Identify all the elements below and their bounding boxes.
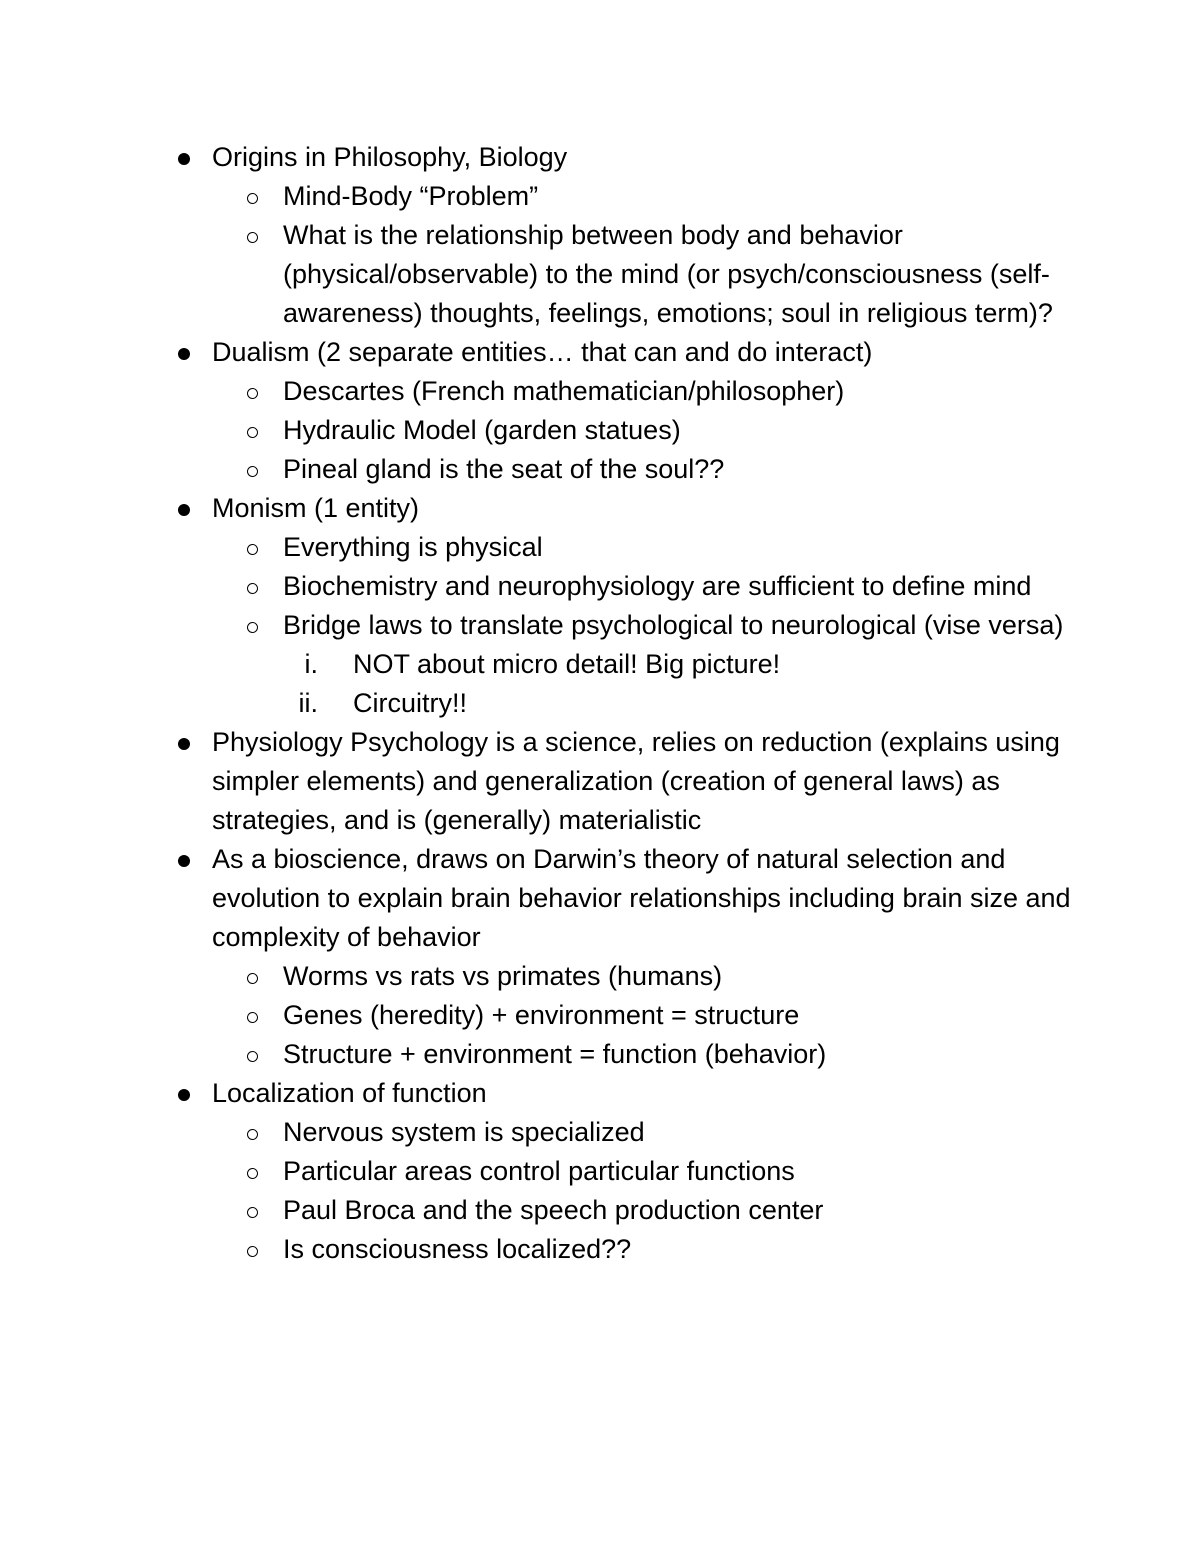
bullet-item [176,840,1076,957]
numbered-sub-item [176,684,1076,723]
sub-bullet-item [176,1230,1076,1269]
hollow-bullet-icon [247,996,258,1037]
item-text: Is consciousness localized?? [283,1234,632,1264]
hollow-bullet-icon [247,567,258,608]
hollow-bullet-icon [247,450,258,491]
sub-bullet-item [176,177,1076,216]
hollow-bullet-icon [247,372,258,413]
hollow-bullet-icon [247,606,258,647]
filled-bullet-icon [178,840,190,881]
item-text: Genes (heredity) + environment = structure [283,1000,800,1030]
notes-list [176,138,1076,1269]
item-text: NOT about micro detail! Big picture! [353,649,781,679]
filled-bullet-icon [178,723,190,764]
hollow-bullet-icon [247,1152,258,1193]
sub-bullet-item [176,567,1076,606]
sub-bullet-item [176,372,1076,411]
list-marker: ii. [298,688,318,718]
item-text: Biochemistry and neurophysiology are sufficient to define mind [283,571,1032,601]
sub-bullet-item [176,450,1076,489]
sub-bullet-item [176,606,1076,645]
filled-bullet-icon [178,333,190,374]
item-text: Nervous system is specialized [283,1117,645,1147]
item-text: As a bioscience, draws on Darwin’s theory of natural selection and evolution to explain brain behavior relationships including brain size and complexity of behavior [212,844,1071,952]
hollow-bullet-icon [247,411,258,452]
filled-bullet-icon [178,489,190,530]
item-text: Paul Broca and the speech production center [283,1195,824,1225]
item-text: Hydraulic Model (garden statues) [283,415,681,445]
sub-bullet-item [176,1035,1076,1074]
item-text: Physiology Psychology is a science, relies on reduction (explains using simpler elements) and generalization (creation of general laws) as strategies, and is (generally) materialistic [212,727,1060,835]
sub-bullet-item [176,528,1076,567]
numbered-sub-item [176,645,1076,684]
item-text: Bridge laws to translate psychological to neurological (vise versa) [283,610,1064,640]
item-text: Mind-Body “Problem” [283,181,539,211]
bullet-item [176,1074,1076,1113]
hollow-bullet-icon [247,1191,258,1232]
item-text: Worms vs rats vs primates (humans) [283,961,723,991]
bullet-item [176,138,1076,177]
item-text: Everything is physical [283,532,543,562]
filled-bullet-icon [178,1074,190,1115]
hollow-bullet-icon [247,1035,258,1076]
sub-bullet-item [176,411,1076,450]
item-text: Origins in Philosophy, Biology [212,142,568,172]
filled-bullet-icon [178,138,190,179]
item-text: Pineal gland is the seat of the soul?? [283,454,725,484]
sub-bullet-item [176,996,1076,1035]
item-text: What is the relationship between body and behavior (physical/observable) to the mind (or psych/consciousness (self-awareness) thoughts, feelings, emotions; soul in religious term)? [283,220,1053,328]
item-text: Dualism (2 separate entities… that can and do interact) [212,337,873,367]
item-text: Circuitry!! [353,688,467,718]
hollow-bullet-icon [247,216,258,257]
item-text: Structure + environment = function (behavior) [283,1039,827,1069]
bullet-item [176,333,1076,372]
hollow-bullet-icon [247,177,258,218]
hollow-bullet-icon [247,528,258,569]
sub-bullet-item [176,957,1076,996]
sub-bullet-item [176,1191,1076,1230]
item-text: Particular areas control particular functions [283,1156,795,1186]
hollow-bullet-icon [247,1113,258,1154]
hollow-bullet-icon [247,957,258,998]
item-text: Monism (1 entity) [212,493,420,523]
list-marker: i. [304,649,318,679]
item-text: Descartes (French mathematician/philosopher) [283,376,845,406]
sub-bullet-item [176,216,1076,333]
hollow-bullet-icon [247,1230,258,1271]
sub-bullet-item [176,1113,1076,1152]
item-text: Localization of function [212,1078,487,1108]
bullet-item [176,723,1076,840]
sub-bullet-item [176,1152,1076,1191]
bullet-item [176,489,1076,528]
